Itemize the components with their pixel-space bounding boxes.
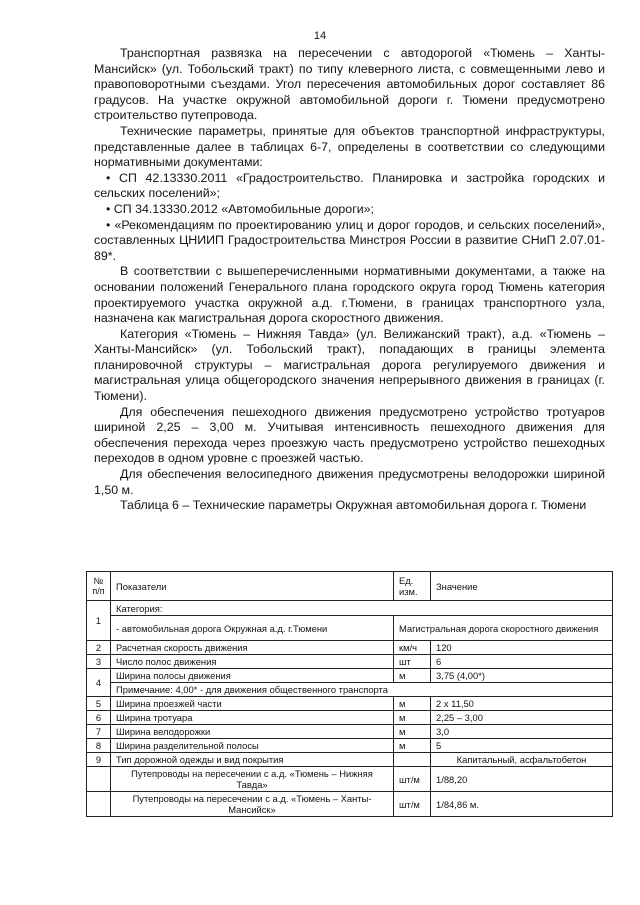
table-row [87, 601, 613, 616]
table-row [87, 669, 613, 683]
parameters-table [86, 571, 613, 817]
cell-unit: шт/м [394, 767, 431, 792]
paragraph-category-assignment: В соответствии с вышеперечисленными нормативными документами, а также на основании положений Генерального плана городского округа город Тюмень категория проектируемого участка окружной а.д. г.Тюмени, в границах транспортного узла, назначена как магистральная дорога скоростного движения. [94, 264, 605, 326]
table-row [87, 767, 613, 792]
cell-road-label: - автомобильная дорога Окружная а.д. г.Тюмени [111, 616, 394, 641]
cell-value: 5 [431, 739, 613, 753]
table-row [87, 792, 613, 817]
cell-unit: м [394, 697, 431, 711]
cell-no [87, 767, 111, 792]
table-row [87, 641, 613, 655]
table-row [87, 697, 613, 711]
table-row [87, 711, 613, 725]
table-row [87, 739, 613, 753]
cell-no: 4 [87, 669, 111, 697]
cell-indicator: Ширина разделительной полосы [111, 739, 394, 753]
cell-indicator: Путепроводы на пересечении с а.д. «Тюмень – Нижняя Тавда» [111, 767, 394, 792]
paragraph-interchange: Транспортная развязка на пересечении с автодорогой «Тюмень – Ханты-Мансийск» (ул. Тобольский тракт) по типу клеверного листа, с совмещенными лево и правоповоротными съездами. Угол пересечения автомобильных дорог составляет 86 градусов. На участке окружной автомобильной дороги г. Тюмени предусмотрено строительство путепровода. [94, 46, 605, 123]
cell-no [87, 792, 111, 817]
cell-unit: м [394, 725, 431, 739]
cell-no: 8 [87, 739, 111, 753]
document-body [94, 46, 605, 514]
bullet-sp34: • СП 34.13330.2012 «Автомобильные дороги»; [106, 201, 374, 216]
page-number: 14 [313, 30, 327, 42]
cell-value: 2 х 11,50 [431, 697, 613, 711]
cell-unit: м [394, 711, 431, 725]
header-value: Значение [431, 572, 613, 601]
header-unit: Ед. изм. [394, 572, 431, 601]
cell-indicator: Ширина тротуара [111, 711, 394, 725]
cell-value: 2,25 – 3,00 [431, 711, 613, 725]
cell-no: 6 [87, 711, 111, 725]
cell-no: 3 [87, 655, 111, 669]
cell-indicator: Число полос движения [111, 655, 394, 669]
cell-indicator: Путепроводы на пересечении с а.д. «Тюмень – Ханты-Мансийск» [111, 792, 394, 817]
cell-value: 1/88,20 [431, 767, 613, 792]
cell-note: Примечание: 4,00* - для движения общественного транспорта [111, 683, 613, 697]
paragraph-technical-params: Технические параметры, принятые для объектов транспортной инфраструктуры, представленные далее в таблицах 6-7, определены в соответствии со следующими нормативными документами: [94, 123, 605, 170]
cell-unit: м [394, 669, 431, 683]
table-caption: Таблица 6 – Технические параметры Окружная автомобильная дорога г. Тюмени [120, 498, 587, 513]
bullet-recommendations: • «Рекомендациям по проектированию улиц и дорог городов, и сельских поселений», составленных ЦНИИП Градостроительства Минстроя России в развитие СНиП 2.07.01-89*. [94, 217, 605, 263]
cell-no: 9 [87, 753, 111, 767]
cell-indicator: Тип дорожной одежды и вид покрытия [111, 753, 394, 767]
cell-unit: м [394, 739, 431, 753]
cell-value: 120 [431, 641, 613, 655]
cell-no: 5 [87, 697, 111, 711]
table-row [87, 683, 613, 697]
cell-value: 6 [431, 655, 613, 669]
table-row [87, 655, 613, 669]
cell-value: Капитальный, асфальтобетон [431, 753, 613, 767]
header-no: № п/п [87, 572, 111, 601]
paragraph-category-roads: Категория «Тюмень – Нижняя Тавда» (ул. Велижанский тракт), а.д. «Тюмень – Ханты-Мансийск» (ул. Тобольский тракт), попадающих в границы элемента планировочной структуры – магистральная дорога регулируемого движения и магистральная улица общегородского значения непрерывного движения в границах (г. Тюмени). [94, 326, 605, 404]
paragraph-pedestrian: Для обеспечения пешеходного движения предусмотрено устройство тротуаров шириной 2,25 – 3,00 м. Учитывая интенсивность пешеходного движения для обеспечения перехода через проезжую часть предусмотрено устройство пешеходных переходов в одном уровне с проезжей частью. [94, 404, 605, 466]
cell-no: 1 [87, 601, 111, 641]
table-header-row [87, 572, 613, 601]
cell-no: 2 [87, 641, 111, 655]
cell-indicator: Расчетная скорость движения [111, 641, 394, 655]
cell-category-label: Категория: [111, 601, 613, 616]
cell-unit [394, 753, 431, 767]
table-row [87, 753, 613, 767]
cell-unit: км/ч [394, 641, 431, 655]
table-row [87, 616, 613, 641]
cell-unit: шт [394, 655, 431, 669]
cell-value: 3,0 [431, 725, 613, 739]
cell-value: 3,75 (4,00*) [431, 669, 613, 683]
paragraph-bicycle: Для обеспечения велосипедного движения предусмотрены велодорожки шириной 1,50 м. [94, 467, 605, 497]
header-indicator: Показатели [111, 572, 394, 601]
cell-unit: шт/м [394, 792, 431, 817]
cell-indicator: Ширина полосы движения [111, 669, 394, 683]
cell-value: 1/84,86 м. [431, 792, 613, 817]
table-row [87, 725, 613, 739]
bullet-sp42: • СП 42.13330.2011 «Градостроительство. Планировка и застройка городских и сельских поселений»; [94, 170, 605, 201]
cell-road-value: Магистральная дорога скоростного движения [394, 616, 613, 641]
cell-no: 7 [87, 725, 111, 739]
cell-indicator: Ширина велодорожки [111, 725, 394, 739]
cell-indicator: Ширина проезжей части [111, 697, 394, 711]
